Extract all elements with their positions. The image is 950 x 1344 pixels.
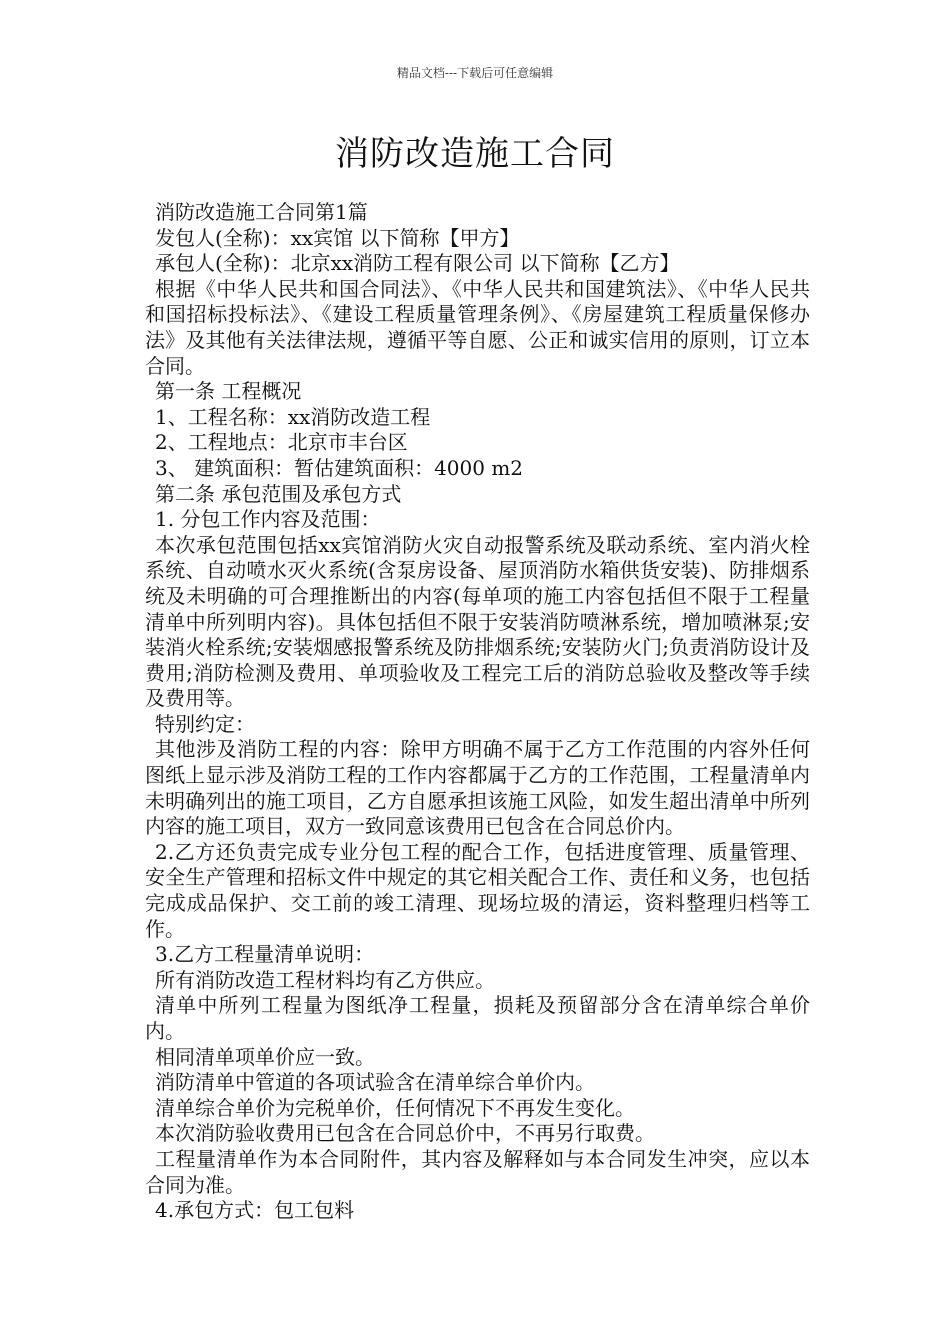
paragraph: 所有消防改造工程材料均有乙方供应。 <box>155 967 495 992</box>
paragraph: 3、 建筑面积：暂估建筑面积：4000 m2 <box>155 455 524 480</box>
paragraph: 3.乙方工程量清单说明： <box>155 942 375 967</box>
paragraph: 相同清单项单价应一致。 <box>155 1044 375 1069</box>
paragraph: 特别约定： <box>155 711 255 736</box>
paragraph: 4.承包方式：包工包料 <box>155 1198 355 1223</box>
paragraph: 发包人(全称)：xx宾馆 以下简称【甲方】 <box>155 225 520 250</box>
paragraph: 2、工程地点：北京市丰台区 <box>155 430 408 455</box>
paragraph: 清单综合单价为完税单价，任何情况下不再发生变化。 <box>155 1095 635 1120</box>
paragraph: 根据《中华人民共和国合同法》、《中华人民共和国建筑法》、《中华人民共和国招标投标法》、《建设工程质量管理条例》、《房屋建筑工程质量保修办法》及其他有关法律法规，遵循平等自愿、公正和诚实信用的原则，订立本合同。 <box>145 276 810 378</box>
paragraph: 第二条 承包范围及承包方式 <box>155 481 402 506</box>
paragraph: 其他涉及消防工程的内容：除甲方明确不属于乙方工作范围的内容外任何图纸上显示涉及消防工程的工作内容都属于乙方的工作范围，工程量清单内未明确列出的施工项目，乙方自愿承担该施工风险，如发生超出清单中所列内容的施工项目，双方一致同意该费用已包含在合同总价内。 <box>145 737 810 839</box>
page-header: 精品文档---下载后可任意编辑 <box>396 66 554 80</box>
paragraph: 承包人(全称)：北京xx消防工程有限公司 以下简称【乙方】 <box>155 251 680 276</box>
paragraph: 工程量清单作为本合同附件，其内容及解释如与本合同发生冲突，应以本合同为准。 <box>145 1146 810 1197</box>
paragraph: 本次消防验收费用已包含在合同总价中，不再另行取费。 <box>155 1121 655 1146</box>
paragraph: 本次承包范围包括xx宾馆消防火灾自动报警系统及联动系统、室内消火栓系统、自动喷水灭火系统(含泵房设备、屋顶消防水箱供货安装)、防排烟系统及未明确的可合理推断出的内容(每单项的施工内容包括但不限于工程量清单中所列明内容)。具体包括但不限于安装消防喷淋系统，增加喷淋泵;安装消火栓系统;安装烟感报警系统及防排烟系统;安装防火门;负责消防设计及费用;消防检测及费用、单项验收及工程完工后的消防总验收及整改等手续及费用等。 <box>145 532 810 711</box>
paragraph: 2.乙方还负责完成专业分包工程的配合工作，包括进度管理、质量管理、安全生产管理和招标文件中规定的其它相关配合工作、责任和义务，也包括完成成品保护、交工前的竣工清理、现场垃圾的清运，资料整理归档等工作。 <box>145 839 810 941</box>
paragraph: 1. 分包工作内容及范围： <box>155 507 381 532</box>
paragraph: 清单中所列工程量为图纸净工程量，损耗及预留部分含在清单综合单价内。 <box>145 993 810 1043</box>
document-title: 消防改造施工合同 <box>335 134 615 174</box>
paragraph: 消防改造施工合同第1篇 <box>155 200 368 224</box>
paragraph: 1、工程名称：xx消防改造工程 <box>155 404 431 429</box>
paragraph: 消防清单中管道的各项试验含在清单综合单价内。 <box>155 1070 595 1095</box>
paragraph: 第一条 工程概况 <box>155 379 302 404</box>
document-body <box>145 200 810 1224</box>
